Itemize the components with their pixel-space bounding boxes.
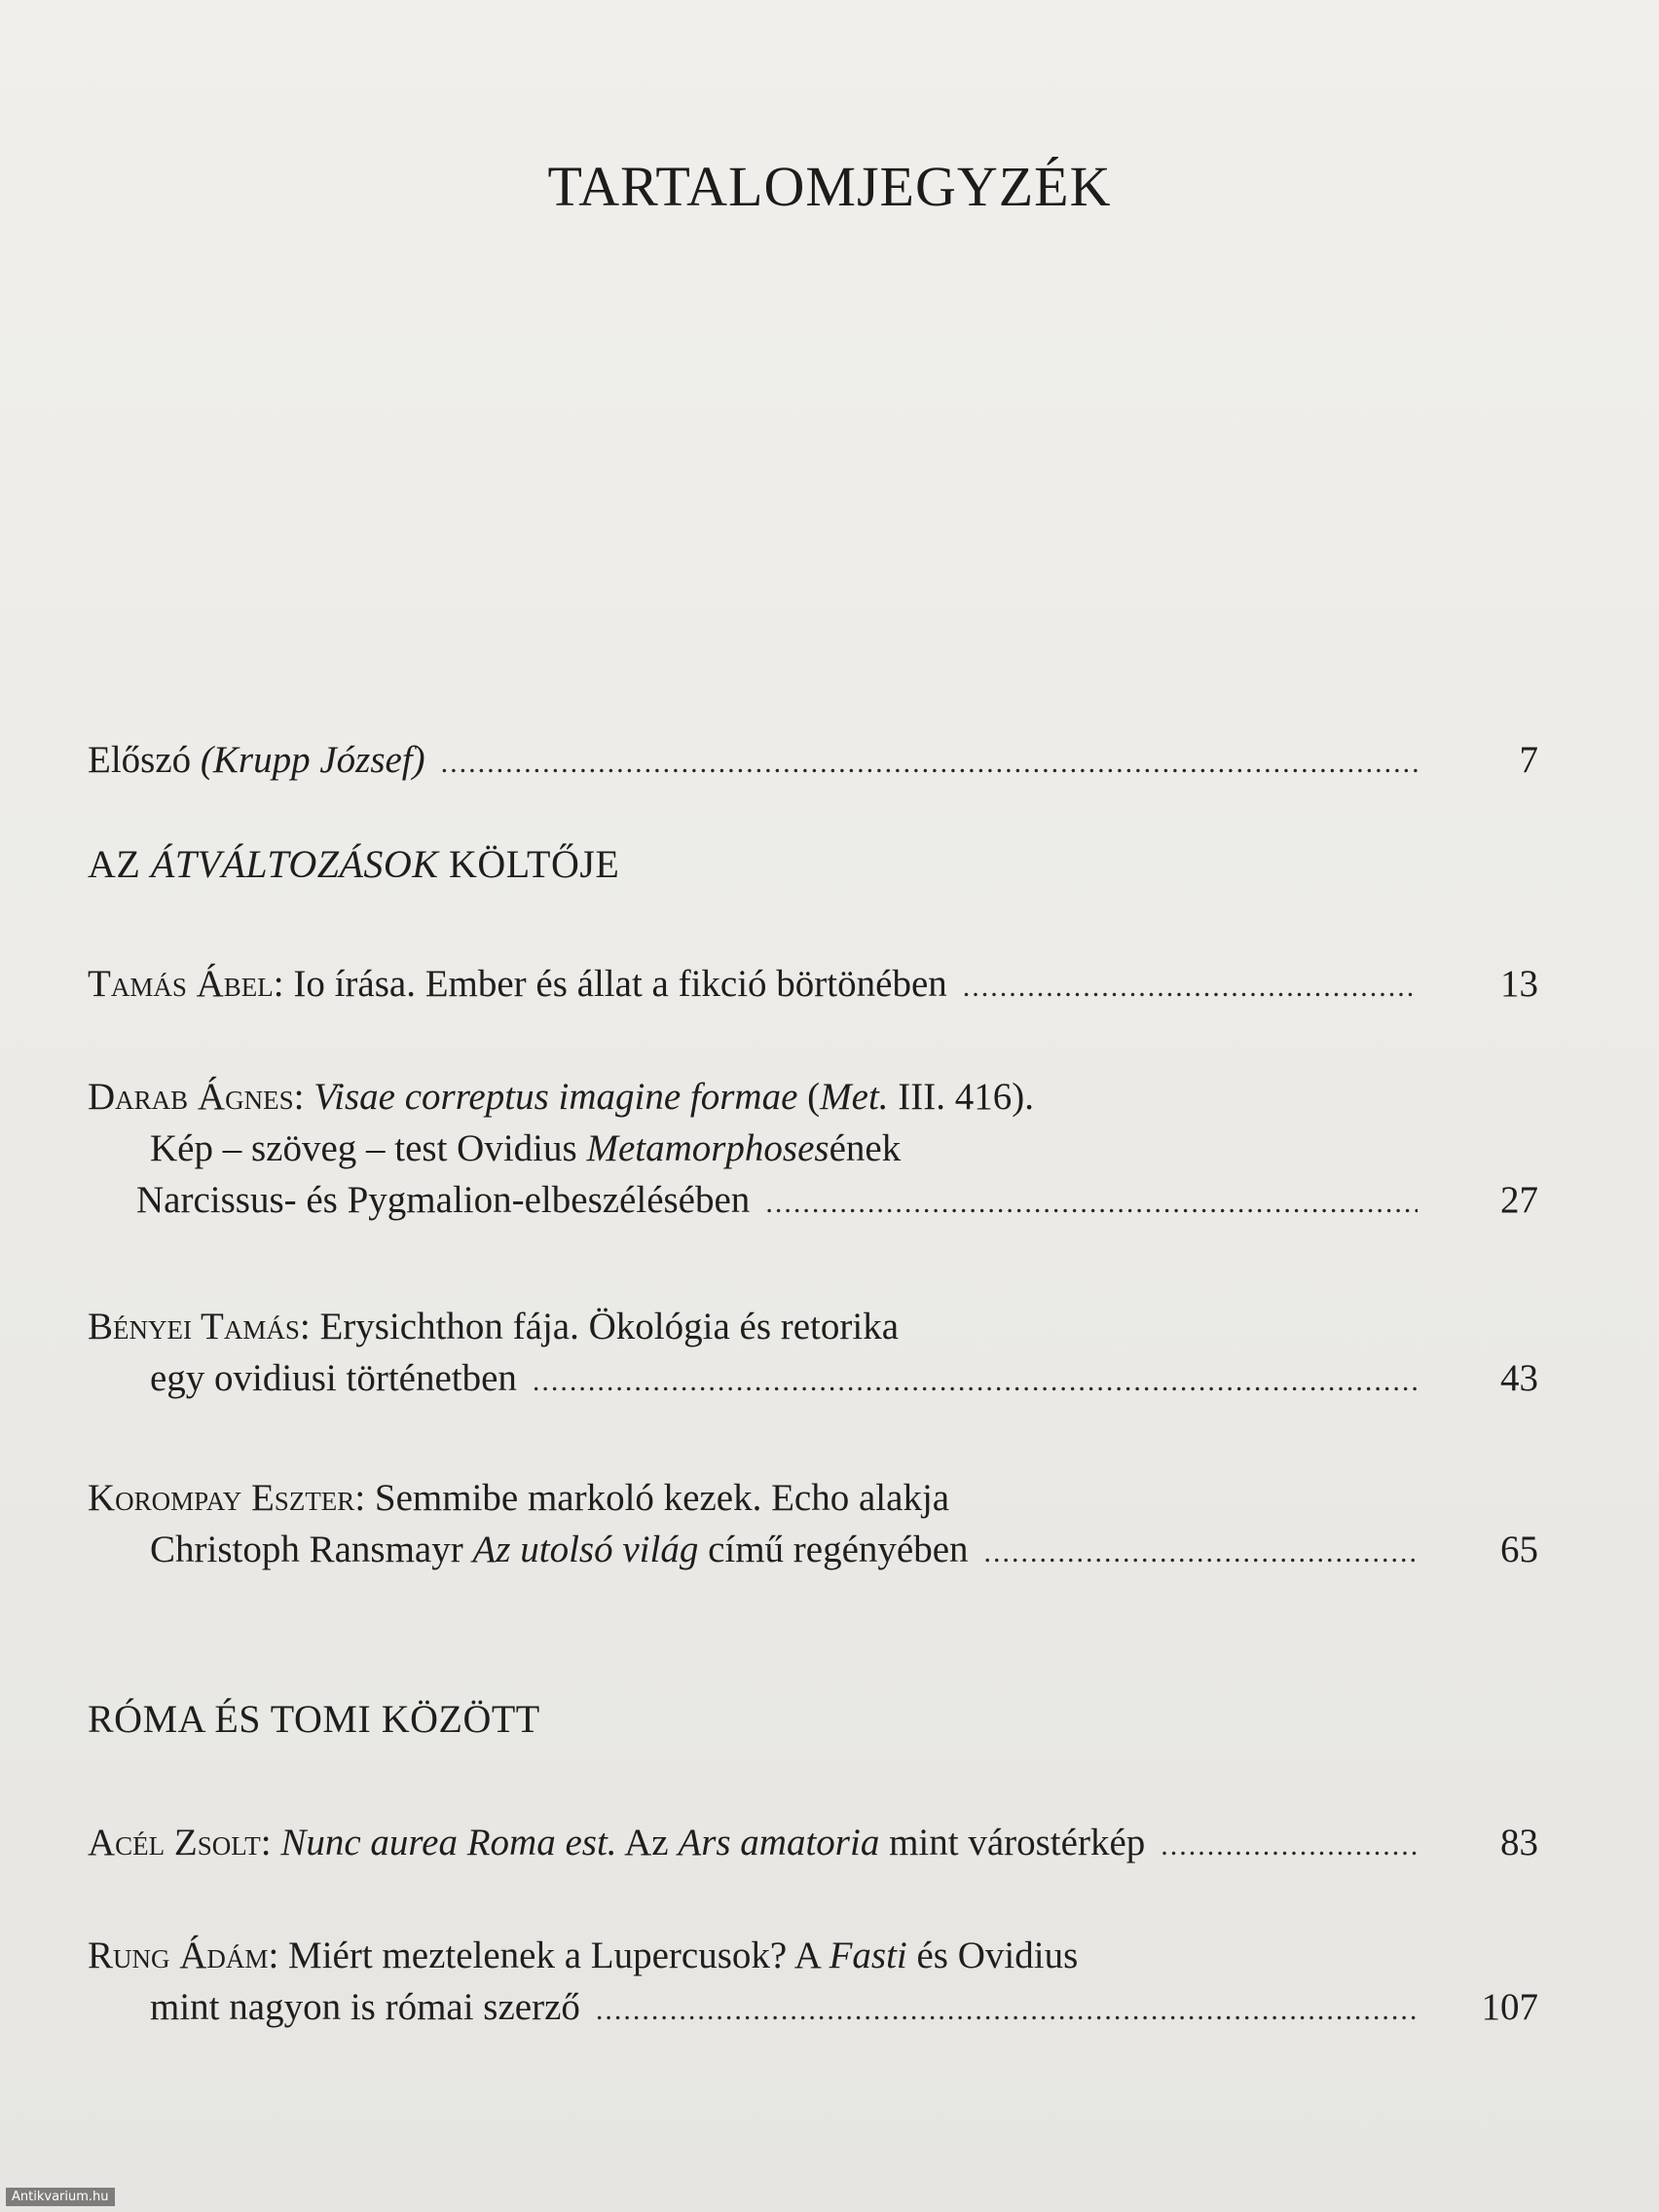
entry-title: Narcissus- és Pygmalion-elbeszélésében: [136, 1179, 751, 1221]
page-number: 27: [1500, 1179, 1538, 1221]
section-heading-italic: ÁTVÁLTOZÁSOK: [150, 842, 439, 886]
page-number: 7: [1519, 739, 1538, 781]
toc-entry-darab: Darab Ágnes: Visae correptus imagine formae (Met. III. 416). Kép – szöveg – test Ovidius Metamorphosesének Narcissus- és Pygmalion-elbeszélésében ..... 27: [88, 1071, 1538, 1226]
entry-title: egy ovidiusi történetben: [150, 1357, 517, 1399]
dot-leader: [596, 1984, 1418, 2036]
section-heading-1: AZ ÁTVÁLTOZÁSOK KÖLTŐJE: [88, 842, 620, 886]
author-name: Rung Ádám: [88, 1935, 269, 1976]
entry-title: Tamás Ábel: Io írása. Ember és állat a fikció börtönében: [88, 963, 947, 1005]
toc-entry-acel: [88, 1817, 1538, 1868]
entry-title-italic: (Krupp József): [200, 739, 425, 781]
entry-title: Christoph Ransmayr Az utolsó világ című regényében: [150, 1529, 969, 1570]
dot-leader: [533, 1355, 1418, 1407]
entry-title: mint nagyon is római szerző: [150, 1986, 580, 2028]
entry-title: Acél Zsolt: Nunc aurea Roma est. Az Ars amatoria mint várostérkép: [88, 1822, 1146, 1863]
page-number: 65: [1500, 1529, 1538, 1570]
dot-leader: [1161, 1820, 1418, 1871]
page-number: 43: [1500, 1357, 1538, 1399]
page-title: TARTALOMJEGYZÉK: [547, 155, 1112, 218]
dot-leader: [441, 737, 1418, 789]
author-name: Bényei Tamás: [88, 1306, 300, 1347]
dot-leader: [963, 961, 1418, 1013]
page-number: 83: [1500, 1822, 1538, 1863]
page-number: 107: [1481, 1986, 1538, 2028]
dot-leader: [765, 1177, 1418, 1229]
author-name: Acél Zsolt: [88, 1822, 261, 1863]
toc-entry-korompay: Korompay Eszter: Semmibe markoló kezek. Echo alakja Christoph Ransmayr Az utolsó világ című regényében ..... 65: [88, 1472, 1538, 1575]
author-name: Darab Ágnes: [88, 1076, 294, 1118]
author-name: Korompay Eszter: [88, 1477, 355, 1519]
watermark: Antikvarium.hu: [6, 2188, 115, 2206]
dot-leader: [984, 1527, 1418, 1578]
toc-entry-rung: Rung Ádám: Miért meztelenek a Lupercusok? A Fasti és Ovidius mint nagyon is római szerző ..... 107: [88, 1930, 1538, 2033]
section-heading-2: RÓMA ÉS TOMI KÖZÖTT: [88, 1697, 540, 1741]
entry-title: Előszó (Krupp József): [88, 739, 425, 781]
toc-entry-abel: [88, 958, 1538, 1010]
toc-entry-benyei: Bényei Tamás: Erysichthon fája. Ökológia és retorika egy ovidiusi történetben ..... 43: [88, 1301, 1538, 1404]
page-number: 13: [1500, 963, 1538, 1005]
author-name: Tamás Ábel: [88, 963, 274, 1005]
toc-entry-eloszo: [88, 734, 1538, 786]
